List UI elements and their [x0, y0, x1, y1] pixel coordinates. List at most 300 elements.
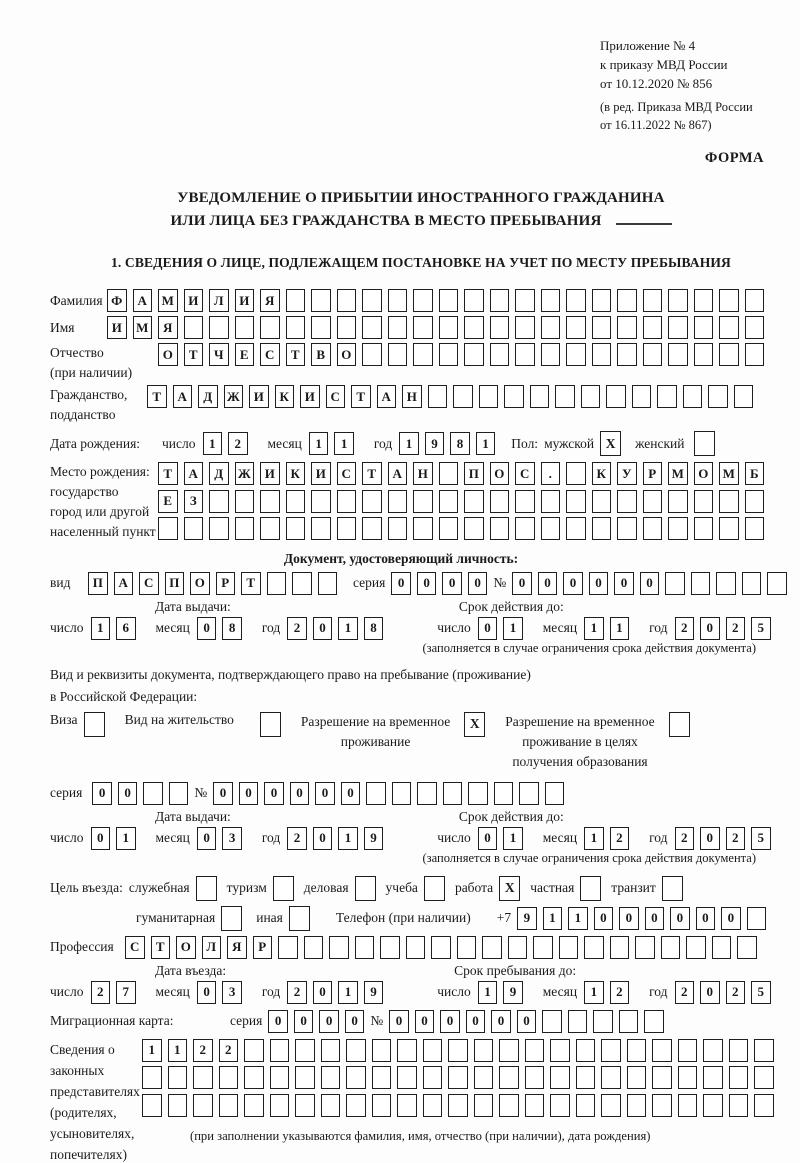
char-cell[interactable] — [337, 289, 357, 312]
doc-valid-year[interactable] — [675, 617, 777, 640]
char-cell[interactable] — [260, 316, 280, 339]
residence-valid-day[interactable] — [478, 827, 529, 850]
char-cell[interactable] — [366, 782, 386, 805]
char-cell[interactable] — [244, 1039, 264, 1062]
char-cell[interactable]: 0 — [315, 782, 335, 805]
migration-number-field[interactable] — [389, 1010, 670, 1033]
char-cell[interactable]: 0 — [264, 782, 284, 805]
char-cell[interactable] — [219, 1094, 239, 1117]
char-cell[interactable]: 1 — [203, 432, 223, 455]
char-cell[interactable]: Т — [241, 572, 261, 595]
char-cell[interactable]: 8 — [222, 617, 242, 640]
char-cell[interactable] — [260, 517, 280, 540]
char-cell[interactable] — [691, 572, 711, 595]
char-cell[interactable] — [745, 316, 765, 339]
char-cell[interactable]: А — [184, 462, 204, 485]
residence-permit-checkbox[interactable] — [260, 712, 281, 737]
char-cell[interactable] — [550, 1066, 570, 1089]
char-cell[interactable]: О — [490, 462, 510, 485]
char-cell[interactable] — [439, 462, 459, 485]
char-cell[interactable] — [406, 936, 426, 959]
char-cell[interactable] — [619, 1010, 639, 1033]
char-cell[interactable] — [439, 289, 459, 312]
char-cell[interactable] — [665, 572, 685, 595]
char-cell[interactable]: 2 — [675, 617, 695, 640]
char-cell[interactable] — [712, 936, 732, 959]
char-cell[interactable] — [329, 936, 349, 959]
char-cell[interactable] — [499, 1066, 519, 1089]
char-cell[interactable]: 7 — [116, 981, 136, 1004]
char-cell[interactable] — [601, 1094, 621, 1117]
char-cell[interactable] — [184, 517, 204, 540]
char-cell[interactable] — [380, 936, 400, 959]
char-cell[interactable] — [372, 1094, 392, 1117]
char-cell[interactable] — [661, 936, 681, 959]
char-cell[interactable] — [694, 490, 714, 513]
char-cell[interactable]: 0 — [213, 782, 233, 805]
char-cell[interactable] — [668, 316, 688, 339]
char-cell[interactable]: 0 — [614, 572, 634, 595]
doc-series-field[interactable] — [391, 572, 493, 595]
char-cell[interactable] — [362, 490, 382, 513]
char-cell[interactable]: О — [694, 462, 714, 485]
char-cell[interactable] — [576, 1039, 596, 1062]
char-cell[interactable]: 1 — [168, 1039, 188, 1062]
char-cell[interactable] — [417, 782, 437, 805]
char-cell[interactable]: 2 — [610, 981, 630, 1004]
char-cell[interactable] — [745, 289, 765, 312]
char-cell[interactable]: 0 — [345, 1010, 365, 1033]
char-cell[interactable]: А — [388, 462, 408, 485]
char-cell[interactable] — [413, 490, 433, 513]
char-cell[interactable] — [657, 385, 677, 408]
birth-place-row3[interactable] — [158, 517, 770, 540]
char-cell[interactable] — [311, 289, 331, 312]
char-cell[interactable] — [729, 1039, 749, 1062]
char-cell[interactable] — [541, 490, 561, 513]
char-cell[interactable] — [413, 343, 433, 366]
char-cell[interactable]: Ж — [235, 462, 255, 485]
char-cell[interactable] — [457, 936, 477, 959]
char-cell[interactable] — [550, 1039, 570, 1062]
char-cell[interactable] — [525, 1039, 545, 1062]
purpose-private-checkbox[interactable] — [580, 876, 601, 901]
char-cell[interactable]: С — [139, 572, 159, 595]
char-cell[interactable] — [321, 1094, 341, 1117]
char-cell[interactable]: Т — [158, 462, 178, 485]
char-cell[interactable] — [729, 1066, 749, 1089]
char-cell[interactable]: Д — [209, 462, 229, 485]
purpose-study-checkbox[interactable] — [424, 876, 445, 901]
stay-day-field[interactable] — [478, 981, 529, 1004]
char-cell[interactable] — [745, 517, 765, 540]
residence-valid-month[interactable] — [584, 827, 635, 850]
char-cell[interactable]: М — [158, 289, 178, 312]
char-cell[interactable] — [482, 936, 502, 959]
char-cell[interactable] — [545, 782, 565, 805]
char-cell[interactable] — [745, 343, 765, 366]
char-cell[interactable] — [286, 316, 306, 339]
char-cell[interactable]: З — [184, 490, 204, 513]
char-cell[interactable]: 0 — [594, 907, 614, 930]
char-cell[interactable] — [311, 517, 331, 540]
char-cell[interactable]: П — [88, 572, 108, 595]
char-cell[interactable] — [504, 385, 524, 408]
char-cell[interactable]: 1 — [309, 432, 329, 455]
char-cell[interactable]: 0 — [700, 827, 720, 850]
char-cell[interactable]: Я — [158, 316, 178, 339]
char-cell[interactable] — [423, 1066, 443, 1089]
char-cell[interactable]: 0 — [538, 572, 558, 595]
char-cell[interactable] — [668, 490, 688, 513]
visa-checkbox[interactable] — [84, 712, 105, 737]
representatives-row1[interactable] — [142, 1039, 780, 1062]
char-cell[interactable] — [678, 1094, 698, 1117]
char-cell[interactable] — [490, 517, 510, 540]
purpose-tourism-checkbox[interactable] — [273, 876, 294, 901]
entry-day-field[interactable] — [91, 981, 142, 1004]
char-cell[interactable] — [209, 517, 229, 540]
char-cell[interactable] — [747, 907, 767, 930]
char-cell[interactable]: П — [165, 572, 185, 595]
char-cell[interactable] — [581, 385, 601, 408]
char-cell[interactable] — [530, 385, 550, 408]
char-cell[interactable]: 1 — [334, 432, 354, 455]
char-cell[interactable]: 0 — [389, 1010, 409, 1033]
char-cell[interactable]: 0 — [197, 827, 217, 850]
char-cell[interactable]: 5 — [751, 617, 771, 640]
char-cell[interactable] — [632, 385, 652, 408]
char-cell[interactable] — [617, 343, 637, 366]
char-cell[interactable] — [729, 1094, 749, 1117]
char-cell[interactable] — [235, 517, 255, 540]
char-cell[interactable] — [439, 490, 459, 513]
char-cell[interactable] — [318, 572, 338, 595]
char-cell[interactable]: 0 — [197, 617, 217, 640]
char-cell[interactable]: Я — [260, 289, 280, 312]
char-cell[interactable] — [719, 316, 739, 339]
char-cell[interactable] — [592, 343, 612, 366]
temp-residence-edu-checkbox[interactable] — [669, 712, 690, 737]
char-cell[interactable] — [508, 936, 528, 959]
char-cell[interactable] — [219, 1066, 239, 1089]
char-cell[interactable] — [533, 936, 553, 959]
char-cell[interactable]: 6 — [116, 617, 136, 640]
char-cell[interactable] — [448, 1039, 468, 1062]
char-cell[interactable] — [708, 385, 728, 408]
name-field[interactable] — [107, 316, 770, 339]
birth-month-field[interactable] — [309, 432, 360, 455]
char-cell[interactable]: О — [176, 936, 196, 959]
char-cell[interactable]: К — [275, 385, 295, 408]
char-cell[interactable] — [142, 1066, 162, 1089]
char-cell[interactable]: 0 — [700, 981, 720, 1004]
char-cell[interactable] — [169, 782, 189, 805]
char-cell[interactable]: Т — [286, 343, 306, 366]
char-cell[interactable] — [244, 1066, 264, 1089]
char-cell[interactable]: 1 — [584, 981, 604, 1004]
char-cell[interactable] — [519, 782, 539, 805]
char-cell[interactable] — [362, 316, 382, 339]
char-cell[interactable]: 0 — [589, 572, 609, 595]
char-cell[interactable]: 9 — [425, 432, 445, 455]
char-cell[interactable]: 0 — [294, 1010, 314, 1033]
char-cell[interactable] — [490, 490, 510, 513]
char-cell[interactable]: 5 — [751, 981, 771, 1004]
char-cell[interactable] — [209, 490, 229, 513]
char-cell[interactable]: И — [260, 462, 280, 485]
char-cell[interactable] — [652, 1039, 672, 1062]
char-cell[interactable] — [321, 1039, 341, 1062]
char-cell[interactable] — [694, 343, 714, 366]
char-cell[interactable] — [270, 1066, 290, 1089]
char-cell[interactable]: 1 — [91, 617, 111, 640]
char-cell[interactable]: 2 — [287, 981, 307, 1004]
char-cell[interactable]: Е — [158, 490, 178, 513]
char-cell[interactable] — [719, 490, 739, 513]
char-cell[interactable]: 0 — [619, 907, 639, 930]
char-cell[interactable] — [413, 289, 433, 312]
char-cell[interactable] — [304, 936, 324, 959]
char-cell[interactable]: 0 — [517, 1010, 537, 1033]
char-cell[interactable]: 9 — [517, 907, 537, 930]
char-cell[interactable]: 0 — [670, 907, 690, 930]
char-cell[interactable] — [479, 385, 499, 408]
char-cell[interactable] — [703, 1094, 723, 1117]
char-cell[interactable]: К — [286, 462, 306, 485]
char-cell[interactable] — [576, 1066, 596, 1089]
char-cell[interactable] — [643, 490, 663, 513]
char-cell[interactable] — [719, 517, 739, 540]
char-cell[interactable]: Н — [402, 385, 422, 408]
char-cell[interactable]: 2 — [726, 827, 746, 850]
char-cell[interactable] — [295, 1094, 315, 1117]
char-cell[interactable] — [617, 316, 637, 339]
char-cell[interactable]: 0 — [290, 782, 310, 805]
char-cell[interactable] — [184, 316, 204, 339]
char-cell[interactable] — [413, 316, 433, 339]
char-cell[interactable] — [494, 782, 514, 805]
entry-year-field[interactable] — [287, 981, 389, 1004]
char-cell[interactable] — [742, 572, 762, 595]
char-cell[interactable] — [311, 316, 331, 339]
char-cell[interactable]: 0 — [313, 617, 333, 640]
char-cell[interactable]: С — [125, 936, 145, 959]
residence-issue-year[interactable] — [287, 827, 389, 850]
char-cell[interactable] — [193, 1094, 213, 1117]
char-cell[interactable]: 2 — [228, 432, 248, 455]
char-cell[interactable]: 1 — [399, 432, 419, 455]
char-cell[interactable] — [295, 1039, 315, 1062]
char-cell[interactable] — [392, 782, 412, 805]
char-cell[interactable]: 0 — [700, 617, 720, 640]
char-cell[interactable]: 0 — [91, 827, 111, 850]
char-cell[interactable] — [321, 1066, 341, 1089]
char-cell[interactable]: 0 — [696, 907, 716, 930]
birth-place-row1[interactable] — [158, 462, 770, 485]
char-cell[interactable]: М — [668, 462, 688, 485]
char-cell[interactable] — [388, 316, 408, 339]
char-cell[interactable]: Р — [216, 572, 236, 595]
char-cell[interactable]: 0 — [313, 981, 333, 1004]
char-cell[interactable] — [235, 490, 255, 513]
char-cell[interactable]: 0 — [563, 572, 583, 595]
char-cell[interactable] — [541, 289, 561, 312]
char-cell[interactable] — [617, 289, 637, 312]
birth-place-row2[interactable] — [158, 490, 770, 513]
char-cell[interactable] — [464, 517, 484, 540]
char-cell[interactable] — [346, 1039, 366, 1062]
char-cell[interactable]: К — [592, 462, 612, 485]
char-cell[interactable] — [542, 1010, 562, 1033]
char-cell[interactable]: 0 — [468, 572, 488, 595]
doc-issue-day[interactable] — [91, 617, 142, 640]
char-cell[interactable] — [683, 385, 703, 408]
char-cell[interactable] — [515, 490, 535, 513]
char-cell[interactable]: 0 — [319, 1010, 339, 1033]
residence-number-field[interactable] — [213, 782, 570, 805]
char-cell[interactable]: Я — [227, 936, 247, 959]
char-cell[interactable] — [644, 1010, 664, 1033]
char-cell[interactable] — [525, 1094, 545, 1117]
char-cell[interactable]: 1 — [584, 827, 604, 850]
purpose-humanitarian-checkbox[interactable] — [221, 906, 242, 931]
char-cell[interactable] — [286, 490, 306, 513]
char-cell[interactable]: 2 — [193, 1039, 213, 1062]
char-cell[interactable] — [428, 385, 448, 408]
char-cell[interactable] — [592, 490, 612, 513]
birth-day-field[interactable] — [203, 432, 254, 455]
char-cell[interactable]: Ж — [224, 385, 244, 408]
char-cell[interactable]: Е — [235, 343, 255, 366]
char-cell[interactable] — [566, 316, 586, 339]
char-cell[interactable]: Л — [209, 289, 229, 312]
char-cell[interactable]: Н — [413, 462, 433, 485]
char-cell[interactable]: 0 — [512, 572, 532, 595]
char-cell[interactable] — [643, 343, 663, 366]
char-cell[interactable] — [143, 782, 163, 805]
char-cell[interactable]: 9 — [503, 981, 523, 1004]
purpose-commercial-checkbox[interactable] — [355, 876, 376, 901]
char-cell[interactable] — [754, 1039, 774, 1062]
char-cell[interactable]: О — [190, 572, 210, 595]
char-cell[interactable]: 3 — [222, 827, 242, 850]
char-cell[interactable]: 0 — [341, 782, 361, 805]
char-cell[interactable] — [346, 1066, 366, 1089]
char-cell[interactable]: 0 — [92, 782, 112, 805]
char-cell[interactable] — [716, 572, 736, 595]
char-cell[interactable]: О — [337, 343, 357, 366]
char-cell[interactable] — [610, 936, 630, 959]
sex-female-checkbox[interactable] — [694, 431, 715, 456]
char-cell[interactable] — [168, 1094, 188, 1117]
char-cell[interactable]: 0 — [313, 827, 333, 850]
char-cell[interactable] — [568, 1010, 588, 1033]
char-cell[interactable]: Т — [362, 462, 382, 485]
char-cell[interactable] — [388, 343, 408, 366]
char-cell[interactable]: О — [158, 343, 178, 366]
char-cell[interactable]: С — [326, 385, 346, 408]
char-cell[interactable] — [617, 490, 637, 513]
char-cell[interactable]: И — [184, 289, 204, 312]
char-cell[interactable] — [515, 343, 535, 366]
char-cell[interactable] — [559, 936, 579, 959]
char-cell[interactable]: Т — [151, 936, 171, 959]
profession-field[interactable] — [125, 936, 763, 959]
char-cell[interactable] — [397, 1066, 417, 1089]
char-cell[interactable] — [694, 316, 714, 339]
char-cell[interactable]: 1 — [584, 617, 604, 640]
char-cell[interactable] — [719, 289, 739, 312]
char-cell[interactable] — [643, 517, 663, 540]
char-cell[interactable] — [413, 517, 433, 540]
char-cell[interactable] — [362, 343, 382, 366]
char-cell[interactable]: Ф — [107, 289, 127, 312]
char-cell[interactable] — [541, 343, 561, 366]
char-cell[interactable]: Т — [184, 343, 204, 366]
char-cell[interactable] — [566, 462, 586, 485]
char-cell[interactable] — [439, 517, 459, 540]
char-cell[interactable]: В — [311, 343, 331, 366]
char-cell[interactable] — [566, 517, 586, 540]
char-cell[interactable] — [652, 1066, 672, 1089]
char-cell[interactable] — [627, 1066, 647, 1089]
char-cell[interactable] — [601, 1066, 621, 1089]
char-cell[interactable]: И — [235, 289, 255, 312]
char-cell[interactable] — [593, 1010, 613, 1033]
char-cell[interactable] — [566, 490, 586, 513]
char-cell[interactable]: А — [133, 289, 153, 312]
char-cell[interactable] — [474, 1094, 494, 1117]
char-cell[interactable] — [468, 782, 488, 805]
temp-residence-checkbox[interactable]: X — [464, 712, 485, 737]
residence-valid-year[interactable] — [675, 827, 777, 850]
purpose-transit-checkbox[interactable] — [662, 876, 683, 901]
char-cell[interactable]: Б — [745, 462, 765, 485]
char-cell[interactable] — [566, 343, 586, 366]
char-cell[interactable]: 0 — [268, 1010, 288, 1033]
char-cell[interactable] — [627, 1039, 647, 1062]
char-cell[interactable]: 0 — [415, 1010, 435, 1033]
doc-valid-month[interactable] — [584, 617, 635, 640]
char-cell[interactable] — [168, 1066, 188, 1089]
representatives-row2[interactable] — [142, 1066, 780, 1089]
char-cell[interactable] — [423, 1039, 443, 1062]
char-cell[interactable]: 8 — [364, 617, 384, 640]
char-cell[interactable]: 1 — [338, 617, 358, 640]
char-cell[interactable]: 0 — [417, 572, 437, 595]
migration-series-field[interactable] — [268, 1010, 370, 1033]
char-cell[interactable] — [337, 316, 357, 339]
char-cell[interactable] — [453, 385, 473, 408]
char-cell[interactable]: 0 — [239, 782, 259, 805]
char-cell[interactable]: 0 — [118, 782, 138, 805]
char-cell[interactable]: 2 — [610, 827, 630, 850]
char-cell[interactable] — [464, 343, 484, 366]
char-cell[interactable] — [678, 1039, 698, 1062]
char-cell[interactable] — [397, 1039, 417, 1062]
char-cell[interactable] — [337, 517, 357, 540]
char-cell[interactable] — [652, 1094, 672, 1117]
purpose-business-checkbox[interactable] — [196, 876, 217, 901]
purpose-work-checkbox[interactable]: X — [499, 876, 520, 901]
char-cell[interactable] — [193, 1066, 213, 1089]
char-cell[interactable]: 1 — [610, 617, 630, 640]
char-cell[interactable]: Т — [147, 385, 167, 408]
char-cell[interactable]: 1 — [503, 827, 523, 850]
char-cell[interactable] — [668, 289, 688, 312]
char-cell[interactable] — [267, 572, 287, 595]
